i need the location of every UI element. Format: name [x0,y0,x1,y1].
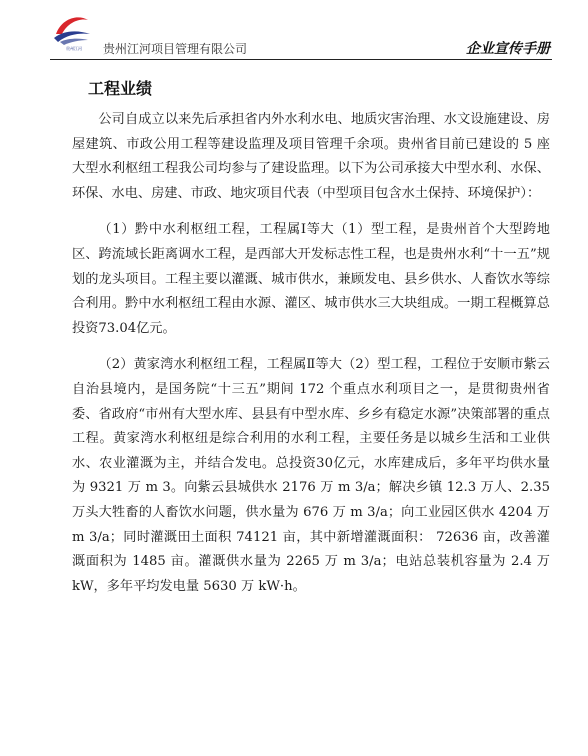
project-paragraph-2: （2）黄家湾水利枢纽工程，工程属Ⅱ等大（2）型工程，工程位于安顺市紫云自治县境内，是国务院“十三五”期间 172 个重点水利项目之一，是贯彻贵州省委、省政府“市州有大型水库、县县有中型水库、乡乡有稳定水源”决策部署的重点工程。黄家湾水利枢纽是综合利用的水利工程，主要任务是以城乡生活和工业供水、农业灌溉为主，并结合发电。总投资30亿元，水库建成后，多年平均供水量为 9321 万 m 3。向紫云县城供水 2176 万 m 3/a；解决乡镇 12.3 万人、2.35 万头大牲畜的人畜饮水问题，供水量为 676 万 m 3/a；向工业园区供水 4204 万 m 3/a；同时灌溉田土面积 74121 亩，其中新增灌溉面积： 72636 亩，改善灌溉面积为 1485 亩。灌溉供水量为 2265 万 m 3/a；电站总装机容量为 2.4 万 kW，多年平均发电量 5630 万 kW·h。 [72,357,550,594]
page-header [0,0,588,64]
project-paragraph-1: （1）黔中水利枢纽工程，工程属Ⅰ等大（1）型工程，是贵州首个大型跨地区、跨流域长距离调水工程，是西部大开发标志性工程，也是贵州水利“十一五”规划的龙头项目。工程主要以灌溉、城市供水，兼顾发电、县乡供水、人畜饮水等综合利用。黔中水利枢纽工程由水源、灌区、城市供水三大块组成。一期工程概算总投资73.04亿元。 [72,222,550,336]
document-body [72,108,550,599]
handbook-title: 企业宣传手册 [466,41,550,57]
logo-caption: 贵州江河 [66,46,82,51]
company-name: 贵州江河项目管理有限公司 [103,42,248,56]
company-logo-icon [52,12,92,46]
header-divider [50,59,552,60]
intro-paragraph: 公司自成立以来先后承担省内外水利水电、地质灾害治理、水文设施建设、房屋建筑、市政公用工程等建设监理及项目管理千余项。贵州省目前已建设的 5 座大型水利枢纽工程我公司均参与了建设监理。以下为公司承接大中型水利、水保、环保、水电、房建、市政、地灾项目代表（中型项目包含水土保持、环境保护）： [72,112,550,201]
section-title: 工程业绩 [88,79,153,98]
